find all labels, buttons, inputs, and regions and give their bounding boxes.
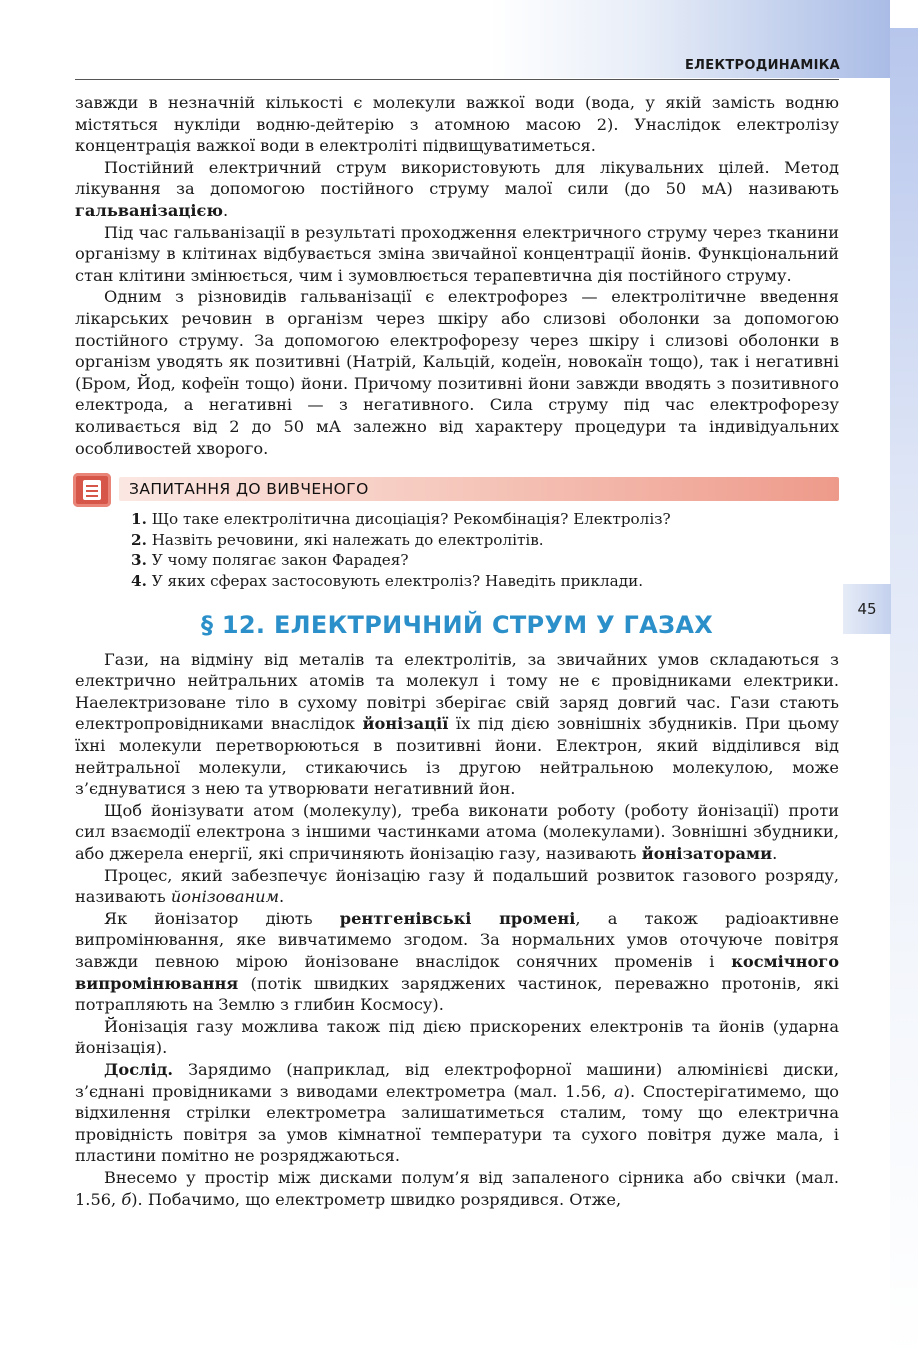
paragraph <box>75 908 839 1016</box>
paragraph <box>75 649 839 800</box>
list-item <box>131 550 839 571</box>
text-run: , а також радіоактивне випромінювання, яке вивчатимемо згодом. За нормальних умов оточуюче повітря завжди певною мірою йонізоване внаслідок сонячних променів і <box>75 908 839 971</box>
text-run: Гази, на відміну від металів та електролітів, за звичайних умов складаються з електрично нейтральних атомів та молекул і тому не є провідниками електрики. Наелектризоване тіло в сухому повітрі зберігає свій заряд довгий час. Гази стають електропровідниками внаслідок <box>75 649 839 734</box>
text-run: Внесемо у простір між дисками полум’я від запаленого сірника або свічки (мал. 1.56, <box>75 1167 839 1209</box>
side-band <box>890 28 918 1360</box>
text-run: . <box>279 887 285 907</box>
header-rule <box>75 79 839 80</box>
list-item <box>131 530 839 551</box>
text-run: . <box>222 200 229 220</box>
list-item <box>131 571 839 592</box>
list-icon <box>73 473 111 507</box>
text-run: (потік швидких заряджених частинок, переважно протонів, які потрапляють на Землю з глибин Космосу). <box>75 973 839 1015</box>
page-content <box>75 92 839 1210</box>
figure-letter: а <box>614 1081 624 1101</box>
term-bold: рентгенівські промені <box>339 908 576 928</box>
running-header: ЕЛЕКТРОДИНАМІКА <box>685 58 840 73</box>
paragraph <box>75 92 839 157</box>
text-run: Процес, який забезпечує йонізацію газу й подальший розвиток газового розряду, називають <box>75 865 839 907</box>
text-run: Під час гальванізації в результаті проходження електричного струму через тканини організму в клітинах відбувається зміна звичайної концентрації йонів. Функціональний стан клітини змінюється, чим і зумовлюється терапевтична дія постійного струму. <box>75 222 839 285</box>
paragraph <box>75 865 839 908</box>
text-run: Щоб йонізувати атом (молекулу), треба виконати роботу (роботу йонізації) проти сил взаємодії електрона з іншими частинками атома (молекулами). Зовнішні збудники, або джерела енергії, які спричиняють йонізацію газу, називають <box>75 800 839 864</box>
text-run: Одним з різновидів гальванізації є електрофорез — електролітичне введення лікарських речовин в організм через шкіру або слизові оболонки за допомогою постійного струму. За допомогою електрофорезу через шкіру і слизові оболонки в організм уводять як позитивні (Натрій, Кальцій, кодеїн, новокаїн тощо), так і негативні (Бром, Йод, кофеїн тощо) йони. Причому позитивні йони завжди вводять з позитивного електрода, а негативні — з негативного. Сила струму під час електрофорезу коливається від 2 до 50 мА залежно від характеру процедури та індивідуальних особливостей хворого. <box>75 287 839 458</box>
term-bold: космічного випромінювання <box>75 952 839 993</box>
text-run: Зарядимо (наприклад, від електрофорної машини) алюмінієві диски, з’єднані провідниками з виводами електрометра (мал. 1.56, <box>75 1059 839 1101</box>
text-run: завжди в незначній кількості є молекули важкої води (вода, у якій замість водню містяться нукліди водню-дейтерію з атомною масою 2). Унаслідок електролізу концентрація важкої води в електроліті підвищуватиметься. <box>75 93 839 156</box>
term-italic: йонізованим <box>170 887 280 907</box>
text-run: . <box>772 844 778 864</box>
text-run: Йонізація газу можлива також під дією прискорених електронів та йонів (ударна йонізація). <box>75 1016 839 1058</box>
item-number: 4. <box>131 571 147 590</box>
questions-list <box>75 509 839 591</box>
item-number: 2. <box>131 530 147 549</box>
paragraph <box>75 1016 839 1059</box>
item-text: Назвіть речовини, які належать до електролітів. <box>151 530 544 549</box>
item-text: Що таке електролітична дисоціація? Рекомбінація? Електроліз? <box>151 510 671 529</box>
term-bold: йонізації <box>362 714 449 734</box>
questions-title: ЗАПИТАННЯ ДО ВИВЧЕНОГО <box>129 480 369 499</box>
figure-letter: б <box>121 1189 132 1209</box>
text-run: Як йонізатор діють <box>104 908 340 928</box>
item-number: 1. <box>131 510 147 529</box>
section-title: § 12. ЕЛЕКТРИЧНИЙ СТРУМ У ГАЗАХ <box>200 611 714 640</box>
item-text: У яких сферах застосовують електроліз? Наведіть приклади. <box>151 571 644 590</box>
text-run: ). Побачимо, що електрометр швидко розрядився. Отже, <box>131 1189 622 1209</box>
term-bold: йонізаторами <box>641 844 773 864</box>
paragraph <box>75 800 839 865</box>
text-run: ). Спостерігатимемо, що відхилення стрілки електрометра залишатиметься сталим, тому що електрична провідність повітря за умов кімнатної температури та сухого повітря дуже мала, і пластини помітно не розряджаються. <box>75 1081 840 1166</box>
paragraph <box>75 222 839 287</box>
questions-header <box>75 473 839 503</box>
term-bold: гальванізацією <box>75 200 223 220</box>
item-number: 3. <box>131 551 147 570</box>
paragraph <box>75 286 839 459</box>
text-run: їх під дією зовнішніх збудників. При цьому їхні молекули перетворюються в позитивні йони. Електрон, який відділився від нейтральної молекули, стикаючись із другою нейтральною молекулою, може з’єднуватися з нею та утворювати негативний йон. <box>75 714 839 799</box>
list-item <box>131 509 839 530</box>
experiment-label: Дослід. <box>104 1059 174 1079</box>
page-number: 45 <box>843 584 891 634</box>
paragraph <box>75 1059 839 1167</box>
paragraph <box>75 157 839 222</box>
paragraph <box>75 1167 839 1210</box>
text-run: Постійний електричний струм використовують для лікувальних цілей. Метод лікування за допомогою постійного струму малої сили (до 50 мА) називають <box>75 157 839 199</box>
item-text: У чому полягає закон Фарадея? <box>151 551 409 570</box>
